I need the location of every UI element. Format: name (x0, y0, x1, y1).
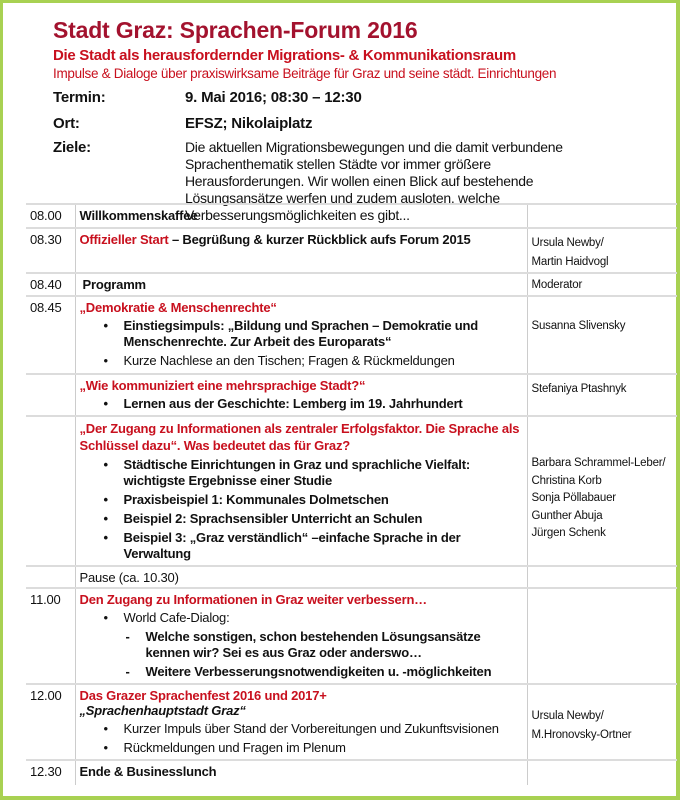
agenda-title (75, 228, 527, 273)
speaker-cell (527, 416, 677, 566)
agenda-title-rest: – Begrüßung & kurzer Rückblick aufs Forum 2015 (168, 232, 471, 247)
speaker: Stefaniya Ptashnyk (531, 383, 627, 395)
table-row (26, 416, 677, 566)
speaker: Susanna Slivensky (531, 320, 626, 332)
table-row (26, 273, 677, 296)
table-row (26, 296, 677, 374)
speaker: Ursula Newby/ (531, 237, 604, 249)
speaker: Christina Korb (531, 474, 602, 487)
sub-list-item: - Weitere Verbesserungsnotwendigkeiten u. -möglichkeiten (80, 664, 523, 680)
agenda-cell (75, 588, 527, 684)
page-title: Stadt Graz: Sprachen-Forum 2016 (53, 17, 418, 43)
list-item: • Beispiel 2: Sprachsensibler Unterricht an Schulen (80, 511, 523, 527)
agenda-title: „Der Zugang zu Informationen als zentraler Erfolgsfaktor. Die Sprache als Schlüssel dazu“. Was bedeutet das für Graz? (79, 421, 520, 453)
termin-label: Termin: (53, 89, 106, 106)
agenda-cell (75, 296, 527, 374)
ziele-label: Ziele: (53, 139, 91, 156)
time-cell: 08.00 (26, 204, 75, 228)
agenda-title: Den Zugang zu Informationen in Graz weiter verbessern… (79, 592, 427, 607)
agenda-title: Das Grazer Sprachenfest 2016 und 2017+ (79, 688, 327, 703)
time-cell (26, 416, 75, 566)
list-item: • Kurze Nachlese an den Tischen; Fragen & Rückmeldungen (80, 353, 523, 369)
table-row (26, 204, 677, 228)
agenda-title: „Demokratie & Menschenrechte“ (79, 300, 277, 315)
speaker: M.Hronovsky-Ortner (531, 729, 632, 741)
speaker-cell (527, 273, 677, 296)
speaker: Martin Haidvogl (531, 256, 609, 268)
speaker: Sonja Pöllabauer (531, 492, 616, 504)
list-item: • Praxisbeispiel 1: Kommunales Dolmetschen (80, 492, 523, 508)
ziele-text: Die aktuellen Migrationsbewegungen und die damit verbundene Sprachenthematik stellen Städte vor immer größere Herausforderungen. Wir wollen einen Blick auf bestehende Lösungsansätze werfen und zudem ausloten, welche Verbesserungsmöglichkeiten es gibt... (185, 139, 563, 223)
table-row (26, 228, 677, 273)
speaker-cell (527, 760, 677, 785)
table-row (26, 760, 677, 785)
agenda-title-highlight: Offizieller Start (79, 232, 169, 247)
table-row (26, 684, 677, 760)
list-item: • Beispiel 3: „Graz verständlich“ –einfache Sprache in der Verwaltung (80, 530, 523, 562)
termin-value: 9. Mai 2016; 08:30 – 12:30 (185, 89, 362, 106)
time-cell (26, 374, 75, 416)
speaker-cell (527, 684, 677, 760)
time-cell: 11.00 (26, 588, 75, 684)
time-cell: 08.40 (26, 273, 75, 296)
agenda-subtitle: „Sprachenhauptstadt Graz“ (79, 703, 246, 718)
list-item: • Städtische Einrichtungen in Graz und sprachliche Vielfalt: wichtigste Ergebnisse einer Studie (80, 457, 523, 489)
time-cell (26, 566, 75, 588)
agenda-cell (75, 374, 527, 416)
list-item: • Kurzer Impuls über Stand der Vorbereitungen und Zukunftsvisionen (80, 721, 523, 737)
speaker: Gunther Abuja (531, 509, 603, 522)
page-tagline: Impulse & Dialoge über praxiswirksame Beiträge für Graz und seine städt. Einrichtungen (53, 66, 557, 81)
speaker-cell (527, 374, 677, 416)
time-cell: 12.30 (26, 760, 75, 785)
agenda-title: Willkommenskaffee (75, 204, 527, 228)
list-item: • World Cafe-Dialog: (80, 610, 523, 626)
page-subtitle: Die Stadt als herausfordernder Migrations- & Kommunikationsraum (53, 47, 516, 64)
agenda-title: Ende & Businesslunch (75, 760, 527, 785)
list-item: • Einstiegsimpuls: „Bildung und Sprachen – Demokratie und Menschenrechte. Zur Arbeit des Europarats“ (80, 318, 523, 350)
list-item: • Lernen aus der Geschichte: Lemberg im 19. Jahrhundert (80, 396, 523, 412)
speaker-cell (527, 296, 677, 374)
agenda-title: Pause (ca. 10.30) (75, 566, 527, 588)
schedule-table (26, 203, 677, 785)
speaker: Barbara Schrammel-Leber/ (531, 457, 666, 469)
time-cell: 08.30 (26, 228, 75, 273)
ort-label: Ort: (53, 115, 80, 132)
table-row (26, 588, 677, 684)
speaker: Ursula Newby/ (531, 710, 604, 722)
time-cell: 12.00 (26, 684, 75, 760)
time-cell: 08.45 (26, 296, 75, 374)
agenda-title: „Wie kommuniziert eine mehrsprachige Stadt?“ (79, 378, 366, 393)
speaker-cell (527, 566, 677, 588)
speaker-cell (527, 228, 677, 273)
ort-value: EFSZ; Nikolaiplatz (185, 115, 313, 132)
speaker-cell (527, 204, 677, 228)
speaker-cell (527, 588, 677, 684)
agenda-title: Programm (75, 273, 527, 296)
table-row (26, 374, 677, 416)
agenda-cell (75, 684, 527, 760)
list-item: • Rückmeldungen und Fragen im Plenum (80, 740, 523, 756)
agenda-cell (75, 416, 527, 566)
speaker: Jürgen Schenk (531, 527, 606, 539)
speaker: Moderator (531, 279, 583, 291)
table-row (26, 566, 677, 588)
sub-list-item: - Welche sonstigen, schon bestehenden Lösungsansätze kennen wir? Sei es aus Graz oder anderswo… (80, 629, 523, 661)
